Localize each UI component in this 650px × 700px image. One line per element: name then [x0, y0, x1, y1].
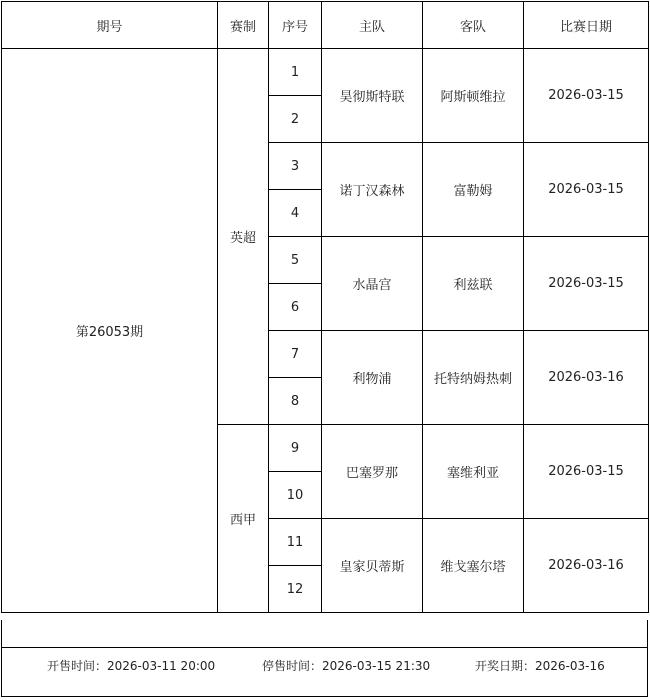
- home-team-cell: 昊彻斯特联: [322, 49, 423, 143]
- home-team-cell: 诺丁汉森林: [322, 143, 423, 237]
- header-competition: 赛制: [218, 2, 269, 49]
- match-date-cell: 2026-03-15: [524, 237, 649, 331]
- away-team-cell: 托特纳姆热刺: [423, 331, 524, 425]
- match-date-cell: 2026-03-15: [524, 143, 649, 237]
- match-number: 8: [269, 378, 322, 425]
- match-date-cell: 2026-03-15: [524, 425, 649, 519]
- match-number: 2: [269, 96, 322, 143]
- sale-close-time: 停售时间：2026-03-15 21:30: [262, 659, 431, 673]
- away-team-cell: 富勒姆: [423, 143, 524, 237]
- period-cell: 第26053期: [2, 49, 218, 613]
- blank-spacer-row: [1, 620, 648, 648]
- away-team-cell: 阿斯顿维拉: [423, 49, 524, 143]
- match-number: 10: [269, 472, 322, 519]
- home-team-cell: 巴塞罗那: [322, 425, 423, 519]
- table-header-row: [2, 2, 649, 49]
- header-number: 序号: [269, 2, 322, 49]
- home-team-cell: 利物浦: [322, 331, 423, 425]
- match-number: 1: [269, 49, 322, 96]
- away-team-cell: 维戈塞尔塔: [423, 519, 524, 613]
- match-date-cell: 2026-03-16: [524, 519, 649, 613]
- match-number: 3: [269, 143, 322, 190]
- away-team-cell: 塞维利亚: [423, 425, 524, 519]
- match-number: 11: [269, 519, 322, 566]
- match-number: 12: [269, 566, 322, 613]
- match-number: 6: [269, 284, 322, 331]
- match-number: 9: [269, 425, 322, 472]
- sale-info-footer: [1, 648, 648, 697]
- away-team-cell: 利兹联: [423, 237, 524, 331]
- home-team-cell: 皇家贝蒂斯: [322, 519, 423, 613]
- match-schedule-table: [1, 1, 649, 613]
- match-number: 4: [269, 190, 322, 237]
- competition-cell-la-liga: 西甲: [218, 425, 269, 613]
- header-match-date: 比赛日期: [524, 2, 649, 49]
- match-number: 7: [269, 331, 322, 378]
- draw-date: 开奖日期：2026-03-16: [475, 659, 605, 673]
- home-team-cell: 水晶宫: [322, 237, 423, 331]
- competition-cell-premier-league: 英超: [218, 49, 269, 425]
- header-home-team: 主队: [322, 2, 423, 49]
- match-date-cell: 2026-03-15: [524, 49, 649, 143]
- table-row: [2, 49, 649, 96]
- sale-open-time: 开售时间：2026-03-11 20:00: [47, 659, 216, 673]
- header-period: 期号: [2, 2, 218, 49]
- header-away-team: 客队: [423, 2, 524, 49]
- match-number: 5: [269, 237, 322, 284]
- match-date-cell: 2026-03-16: [524, 331, 649, 425]
